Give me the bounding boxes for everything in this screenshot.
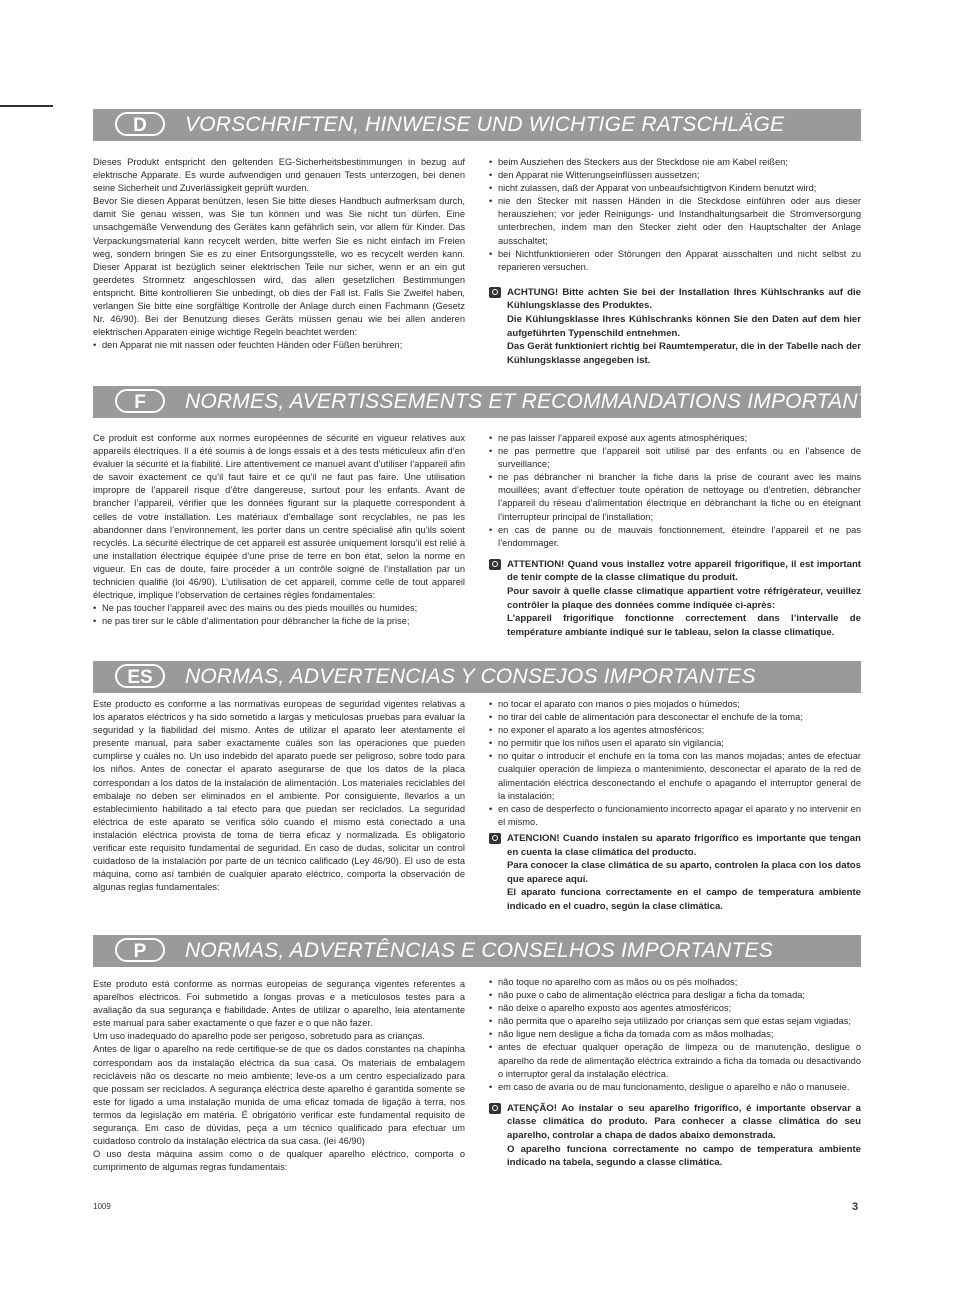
warning-block [489, 558, 861, 640]
list-item: • não ligue nem desligue a ficha da tomada com as mãos molhadas; [489, 1028, 861, 1041]
list-item: • não deixe o aparelho exposto aos agentes atmosféricos; [489, 1002, 861, 1015]
section-es-right-column [489, 698, 861, 914]
section-header-es [93, 661, 861, 693]
section-title: NORMAS, ADVERTENCIAS Y CONSEJOS IMPORTANTES [185, 665, 756, 688]
paragraph: O uso desta máquina assim como o de qualquer aparelho eléctrico, comporta o cumprimento de algumas regras fundamentais: [93, 1149, 465, 1173]
section-p-left-column [93, 978, 465, 1174]
list-item: • no exponer el aparato a los agentes atmosféricos; [489, 724, 861, 737]
warning-text: ATENÇÃO! Ao instalar o seu aparelho frigorífico, é importante observar a classe climática do produto. Para conhecer a classe climática do seu aparelho, controlar a chapa de dados abaixo demonstrada. [507, 1102, 861, 1142]
section-d-left-column [93, 156, 465, 352]
section-es-left-column [93, 698, 465, 894]
paragraph: Ce produit est conforme aux normes européennes de sécurité en vigueur relatives aux appareils électriques. Il a été soumis à de longs essais et à des tests méticuleux afin d’en évaluer la sécurité et la fiabilité. Lire attentivement ce manuel avant d’utiliser l’appareil afin de savoir exactement ce qu’il faut faire et ce qu’il ne faut pas faire. Une utilisation impropre de l’appareil risque d’être dangereuse, surtout pour les enfants. Avant de brancher l’appareil, vérifier que les données figurant sur la plaquette correspondent à celles de votre installation. Les matériaux d’emballage sont recyclables, ne pas les abandonner dans l’environnement, les porter dans un centre spécialisé afin qu’ils soient recyclés. La sécurité électrique de cet appareil est assurée uniquement lorsqu’il est relié à une installation électrique équipée d’une prise de terre en bon état, selon la norme en vigueur. En cas de doute, faire procéder à un contrôle soigné de l’installation par un technicien qualifié (loi 46/90). L’utilisation de cet appareil, comme celle de tout appareil électrique, implique l’observation de certaines règles fondamentales: [93, 433, 465, 601]
section-title: NORMAS, ADVERTÊNCIAS E CONSELHOS IMPORTANTES [185, 939, 773, 962]
list-item: • ne pas permettre que l’appareil soit utilisé par des enfants ou en l’absence de surveillance; [489, 445, 861, 471]
list-item: • no tocar el aparato con manos o pies mojados o húmedos; [489, 698, 861, 711]
rules-list [93, 602, 465, 628]
top-rule [0, 105, 53, 107]
warning-text: Para conocer la clase climática de su aparto, controlen la placa con los datos que aparece aquí. [507, 860, 861, 885]
rules-list [489, 698, 861, 829]
rules-list [489, 156, 861, 274]
warning-text: ATTENTION! Quand vous installez votre appareil frigorifique, il est important de tenir compte de la classe climatique du produit. [507, 558, 861, 584]
language-badge: D [115, 112, 165, 136]
section-header-d [93, 109, 861, 141]
rules-list [489, 976, 861, 1094]
section-f-left-column [93, 432, 465, 628]
list-item: • Ne pas toucher l’appareil avec des mains ou des pieds mouillés ou humides; [93, 602, 465, 615]
warning-block [489, 286, 861, 368]
paragraph: Este produto está conforme as normas europeias de segurança vigentes referentes a aparelhos eléctricos. Foi submetido a longas provas e a meticulosos testes para a avaliação da sua segurança e fiabilidade. Antes de utilizar o aparelho, leia atentamente este manual para saber exactamente o que fazer e o que não fazer. [93, 979, 465, 1029]
warning-text: Pour savoir à quelle classe climatique appartient votre réfrigérateur, veuillez contrôler la plaque des données comme indiquée ci-après: [507, 586, 861, 611]
list-item: • ne pas tirer sur le câble d’alimentation pour débrancher la fiche de la prise; [93, 615, 465, 628]
warning-text: El aparato funciona correctamente en el campo de temperatura ambiente indicado en el cuadro, según la clase climática. [507, 887, 861, 912]
warning-text: ATENCION! Cuando instalen su aparato frigorífico es importante que tengan en cuenta la clase climática del producto. [507, 832, 861, 858]
warning-icon [489, 1103, 501, 1114]
warning-icon [489, 833, 501, 844]
warning-text: ACHTUNG! Bitte achten Sie bei der Installation Ihres Kühlschranks auf die Kühlungsklasse des Produktes. [507, 286, 861, 312]
section-p-right-column [489, 976, 861, 1170]
list-item: • ne pas laisser l’appareil exposé aux agents atmosphériques; [489, 432, 861, 445]
section-header-f [93, 386, 900, 418]
warning-text: Das Gerät funktioniert richtig bei Raumtemperatur, die in der Tabelle nach der Kühlungsklasse angegeben ist. [507, 341, 861, 366]
section-title: NORMES, AVERTISSEMENTS ET RECOMMANDATIONS IMPORTANTES [185, 390, 900, 413]
section-header-p [93, 935, 861, 967]
warning-block [489, 832, 861, 914]
paragraph: Um uso inadequado do aparelho pode ser perigoso, sobretudo para as crianças. [93, 1031, 425, 1042]
warning-icon [489, 559, 501, 570]
list-item: • nicht zulassen, daß der Apparat von unbeaufsichtigtvon Kindern benutzt wird; [489, 182, 861, 195]
list-item: • ne pas débrancher ni brancher la fiche dans la prise de courant avec les mains mouillées; avant d’effectuer toute opération de nettoyage ou d’entretien, débrancher l’appareil du réseau d’alimentation électrique en débranchant la fiche ou en éteignant l’interrupteur principal de l’installation; [489, 471, 861, 523]
section-title: VORSCHRIFTEN, HINWEISE UND WICHTIGE RATSCHLÄGE [185, 113, 785, 136]
rules-list [489, 432, 861, 550]
paragraph: Dieses Produkt entspricht den geltenden EG-Sicherheitsbestimmungen in bezug auf elektrische Apparate. Es wurde aufwendigen und genauen Tests unterzogen, bei denen seine Sicherheit und Zuverlässigkeit geprüft wurden. [93, 157, 465, 194]
paragraph: Este producto es conforme a las normativas europeas de seguridad vigentes relativas a los aparatos eléctricos y ha sido sometido a largas y meticulosas pruebas para evaluar la seguridad y la fiabilidad del mismo. Antes de utilizar el aparato leer atentamente el presente manual, para saber exactamente cuáles son las operaciones que pueden cumplirse y cuáles no. Un uso indebido del aparato puede ser peligroso, sobre todo para los niños. Antes de conectar el aparato asegurarse de que los datos de la placa correspondan a los datos de la instalación de alimentación. Los materiales reciclables del embalaje no deben ser eliminados en el ambiente. Por consiguiente, llevarlos a un establecimiento habilitado a tal efecto para que puedan ser reciclados. La seguridad eléctrica de este aparato se verifica sólo cuando el mismo está conectado a una instalación eléctrica provista de toma de tierra eficaz y normalizada. Es obligatorio verificar este requisito fundamental de seguridad. En caso de dudas, solicitar un control cuidadoso de la instalación por parte de un técnico calificado (Ley 46/90). El uso de esta máquina, como así también de cualquier aparato eléctrico, comporta la observación de algunas reglas fundamentales: [93, 699, 465, 893]
language-badge: F [115, 389, 165, 413]
list-item: • no quitar o introducir el enchufe en la toma con las manos mojadas; antes de efectuar cualquier operación de limpieza o mantenimiento, desconectar el aparato de la red de alimentación eléctrica desconectando el enchufe o apagando el interruptor general de la instalación; [489, 750, 861, 802]
rules-list [93, 339, 465, 352]
page-number: 3 [852, 1201, 859, 1213]
list-item: • den Apparat nie Witterungseinflüssen aussetzen; [489, 169, 861, 182]
warning-text: L’appareil frigorifique fonctionne correctement dans l’intervalle de température ambiante indiqué sur le tableau, selon la classe climatique. [507, 613, 861, 638]
list-item: • den Apparat nie mit nassen oder feuchten Händen oder Füßen berühren; [93, 339, 465, 352]
list-item: • no tirar del cable de alimentación para desconectar el enchufe de la toma; [489, 711, 861, 724]
section-f-right-column [489, 432, 861, 639]
list-item: • não puxe o cabo de alimentação eléctrica para desligar a ficha da tomada; [489, 989, 861, 1002]
list-item: • en cas de panne ou de mauvais fonctionnement, éteindre l’appareil et ne pas l’endommager. [489, 524, 861, 550]
list-item: • beim Ausziehen des Steckers aus der Steckdose nie am Kabel reißen; [489, 156, 861, 169]
paragraph: Bevor Sie diesen Apparat benützen, lesen Sie bitte dieses Handbuch aufmerksam durch, damit Sie genau wissen, was Sie tun können und was Sie nicht tun dürfen. Eine unsachgemäße Verwendung des Gerätes kann gefährlich sein, vor allem für Kinder. Das Verpackungsmaterial kann recycelt werden, bitte werfen Sie es nicht einfach im Freien weg, sondern bringen Sie es zu einer Entsorgungsstelle, wo es recycelt werden kann. Dieser Apparat ist bezüglich seiner elektrischen Teile nur sicher, wenn er an ein gut geerdetes Stromnetz angeschlossen wird, das allen gesetzlichen Bestimmungen entspricht. Bitte kontrollieren Sie unbedingt, ob dies der Fall ist. Falls Sie Zweifel haben, verlangen Sie bitte eine sorgfältige Kontrolle der Anlage durch einen Fachmann (Gesetz Nr. 46/90). Bei der Benutzung dieses Geräts müssen genau wie bei allen anderen elektrischen Apparaten einige wichtige Regeln beachtet werden: [93, 196, 465, 338]
list-item: • nie den Stecker mit nassen Händen in die Steckdose einführen oder aus dieser herausziehen; vor jeder Reinigungs- und Instandhaltungsarbeit die Stromversorgung unterbrechen, indem man den Stecker zieht oder den Hauptschalter der Anlage ausschaltet; [489, 195, 861, 247]
paragraph: Antes de ligar o aparelho na rede certifique-se de que os dados constantes na chapinha correspondam aos da instalação eléctrica da sua casa. Os materiais de embalagem recicláveis não os descarte no meio ambiente; leve-os a um centro especializado para que possam ser reciclados. A segurança eléctrica deste aparelho é garantida somente se este for ligado a uma instalação munida de uma eficaz tomada de ligação à terra, nos termos da legislação em matéria. É obrigatório verificar este fundamental requisito de segurança. Em caso de dúvidas, peça a um técnico qualificado para efectuar um cuidadoso controlo da instalação eléctrica da sua casa. (lei 46/90) [93, 1044, 465, 1147]
document-code: 1009 [93, 1202, 111, 1211]
language-badge: ES [115, 664, 165, 688]
list-item: • não toque no aparelho com as mãos ou os pés molhados; [489, 976, 861, 989]
list-item: • en caso de desperfecto o funcionamiento incorrecto apagar el aparato y no intervenir en el mismo. [489, 803, 861, 829]
list-item: • não permita que o aparelho seja utilizado por crianças sem que estas sejam vigiadas; [489, 1015, 861, 1028]
list-item: • no permitir que los niños usen el aparato sin vigilancia; [489, 737, 861, 750]
section-d-right-column [489, 156, 861, 367]
warning-text: O aparelho funciona correctamente no campo de temperatura ambiente indicado na tabela, segundo a classe climática. [507, 1143, 861, 1169]
list-item: • bei Nichtfunktionieren oder Störungen den Apparat ausschalten und nicht selbst zu reparieren versuchen. [489, 248, 861, 274]
list-item: • antes de efectuar qualquer operação de limpeza ou de manutenção, desligue o aparelho da rede de alimentação eléctrica extraindo a ficha da tomada ou desactivando o interruptor geral da instalação eléctrica. [489, 1041, 861, 1080]
warning-block [489, 1102, 861, 1170]
list-item: • em caso de avaria ou de mau funcionamento, desligue o aparelho e não o manuseie. [489, 1081, 861, 1094]
warning-icon [489, 287, 501, 298]
warning-text: Die Kühlungsklasse Ihres Kühlschranks können Sie den Daten auf dem hier aufgeführten Typenschild entnehmen. [507, 314, 861, 339]
language-badge: P [115, 938, 165, 962]
